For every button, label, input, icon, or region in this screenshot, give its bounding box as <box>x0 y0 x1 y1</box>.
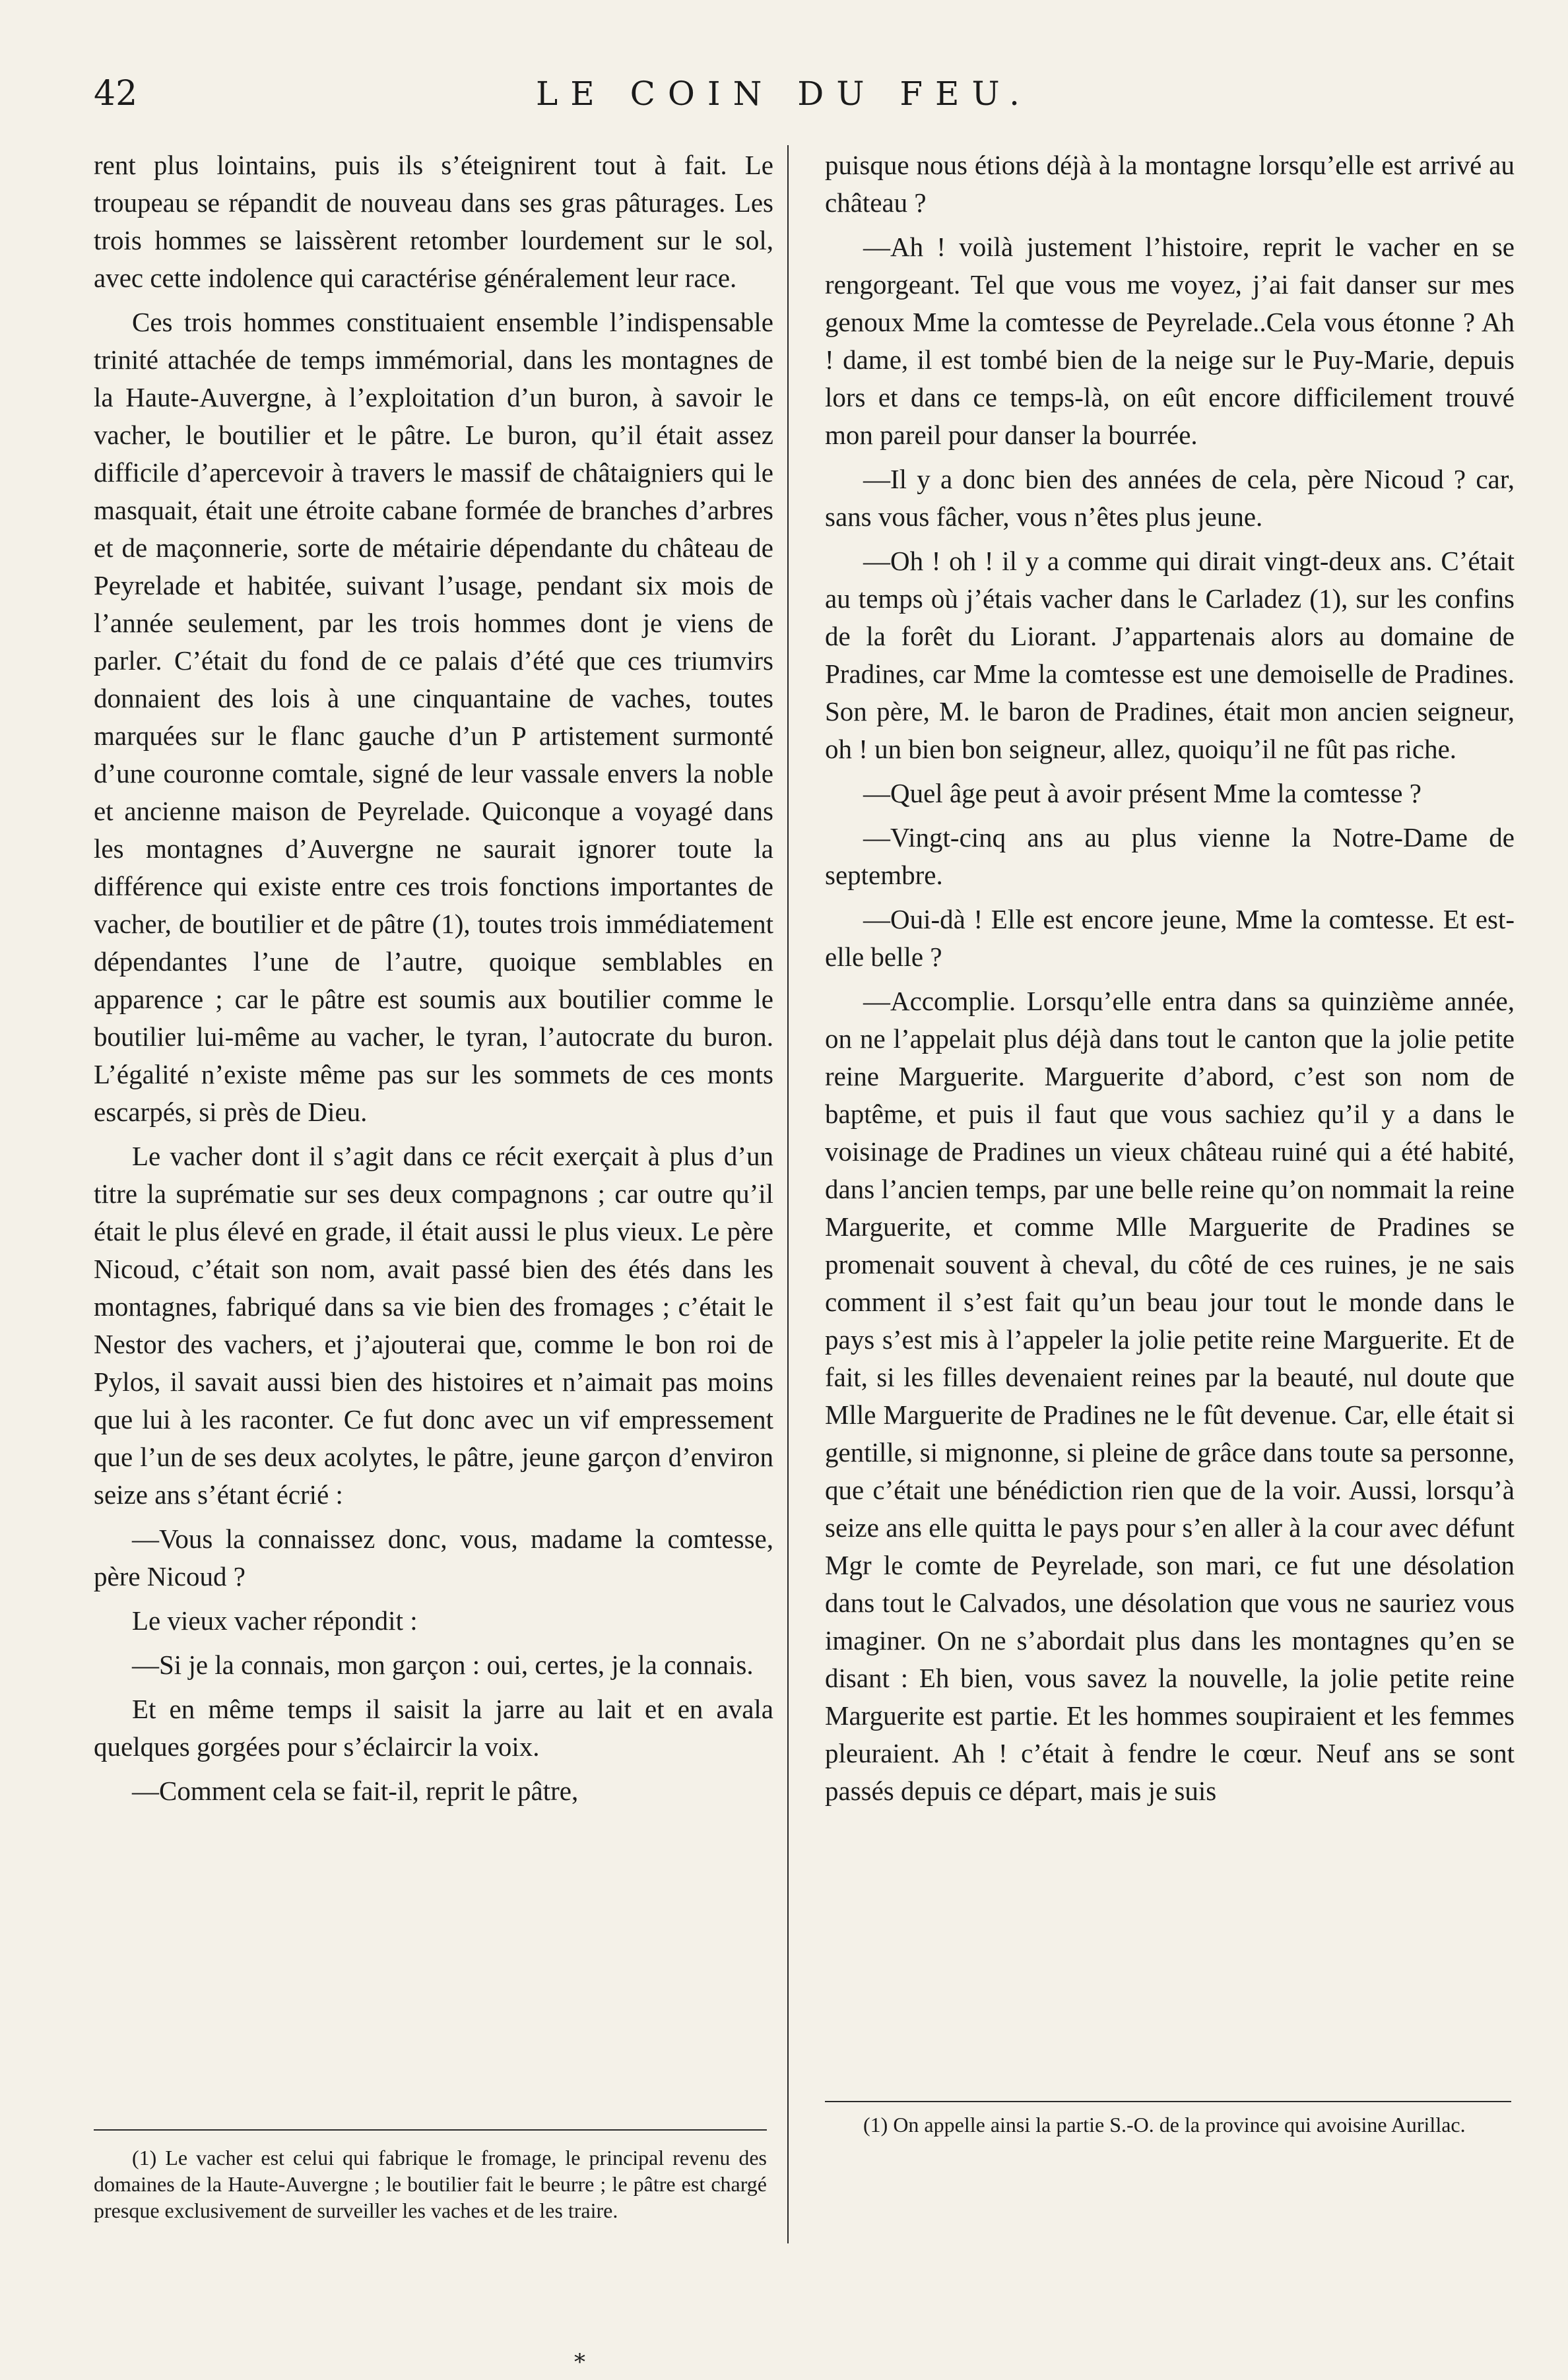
right-column <box>825 146 1515 1810</box>
footnote-rule <box>825 2101 1511 2102</box>
page-mark: * <box>574 2349 585 2375</box>
paragraph: Le vacher dont il s’agit dans ce récit exerçait à plus d’un titre la suprématie sur ses deux compagnons ; car outre qu’il était le plus élevé en grade, il était aussi le plus vieux. Le père Nicoud, c’était son nom, avait passé bien des étés dans les montagnes, fabriqué dans sa vie bien des fromages ; c’était le Nestor des vachers, et j’ajouterai que, comme le bon roi de Pylos, il savait aussi bien des histoires et n’aimait pas moins que lui à les raconter. Ce fut donc avec un vif empressement que l’un de ses deux acolytes, le pâtre, jeune garçon d’environ seize ans s’étant écrié : <box>94 1141 773 1510</box>
paragraph: puisque nous étions déjà à la montagne lorsqu’elle est arrivé au château ? <box>825 150 1515 218</box>
paragraph: —Accomplie. Lorsqu’elle entra dans sa quinzième année, on ne l’appelait plus déjà dans tout le canton que la jolie petite reine Marguerite. Marguerite d’abord, c’est son nom de baptême, et puis il faut que vous sachiez qu’il y a dans le voisinage de Pradines un vieux château ruiné qui a été habité, dans l’ancien temps, par une belle reine qu’on nommait la reine Marguerite, et comme Mlle Marguerite de Pradines se promenait souvent à cheval, du côté de ces ruines, je ne sais comment il s’est fait qu’un beau jour tout le monde dans le pays s’est mis à l’appeler la jolie petite reine Marguerite. Et de fait, si les filles devenaient reines par la beauté, nul doute que Mlle Marguerite de Pradines ne le fût devenue. Car, elle était si gentille, si mignonne, si pleine de grâce dans toute sa personne, que c’était une bénédiction rien que de la voir. Aussi, lorsqu’à seize ans elle quitta le pays pour s’en aller à la cour avec défunt Mgr le comte de Peyrelade, son mari, ce fut une désolation dans tout le Calvados, une désolation que vous ne sauriez vous imaginer. On ne s’abordait plus dans les montagnes qu’en se disant : Eh bien, vous savez la nouvelle, la jolie petite reine Marguerite est partie. Et les hommes soupiraient et les femmes pleuraient. Ah ! c’était à fendre le cœur. Neuf ans se sont passés depuis ce départ, mais je suis <box>825 986 1515 1806</box>
left-column <box>94 146 773 1810</box>
paragraph: —Quel âge peut à avoir présent Mme la comtesse ? <box>863 778 1421 808</box>
paragraph: —Il y a donc bien des années de cela, père Nicoud ? car, sans vous fâcher, vous n’êtes plus jeune. <box>825 464 1515 532</box>
paragraph: —Ah ! voilà justement l’histoire, reprit le vacher en se rengorgeant. Tel que vous me voyez, j’ai fait danser sur mes genoux Mme la comtesse de Peyrelade..Cela vous étonne ? Ah ! dame, il est tombé bien de la neige sur le Puy-Marie, depuis lors et dans ce temps-là, on eût encore difficilement trouvé mon pareil pour danser la bourrée. <box>825 232 1515 450</box>
paragraph: —Comment cela se fait-il, reprit le pâtre, <box>132 1776 579 1806</box>
paragraph: —Si je la connais, mon garçon : oui, certes, je la connais. <box>132 1650 754 1680</box>
paragraph: —Vous la connaissez donc, vous, madame la comtesse, père Nicoud ? <box>94 1524 773 1592</box>
paragraph: —Oh ! oh ! il y a comme qui dirait vingt-deux ans. C’était au temps où j’étais vacher dans le Carladez (1), sur les confins de la forêt du Liorant. J’appartenais alors au domaine de Pradines, car Mme la comtesse est une demoiselle de Pradines. Son père, M. le baron de Pradines, était mon ancien seigneur, oh ! un bien bon seigneur, allez, quoiqu’il ne fût pas riche. <box>825 546 1515 764</box>
paragraph: Le vieux vacher répondit : <box>132 1605 418 1636</box>
running-title: LE COIN DU FEU. <box>536 75 1032 113</box>
footnote-left: (1) Le vacher est celui qui fabrique le fromage, le principal revenu des domaines de la Haute-Auvergne ; le boutilier fait le beurre ; le pâtre est chargé presque exclusivement de surveiller les vaches et de les traire. <box>94 2146 767 2222</box>
paragraph: —Oui-dà ! Elle est encore jeune, Mme la comtesse. Et est-elle belle ? <box>825 904 1515 972</box>
column-divider <box>787 145 789 2243</box>
paragraph: rent plus lointains, puis ils s’éteignirent tout à fait. Le troupeau se répandit de nouveau dans ses gras pâturages. Les trois hommes se laissèrent retomber lourdement sur le sol, avec cette indolence qui caractérise généralement leur race. <box>94 150 773 293</box>
page-header <box>0 67 1568 120</box>
paragraph: Ces trois hommes constituaient ensemble l’indispensable trinité attachée de temps immémorial, dans les montagnes de la Haute-Auvergne, à l’exploitation d’un buron, à savoir le vacher, le boutilier et le pâtre. Le buron, qu’il était assez difficile d’apercevoir à travers le massif de châtaigniers qui le masquait, était une étroite cabane formée de branches d’arbres et de maçonnerie, sorte de métairie dépendante du château de Peyrelade et habitée, suivant l’usage, pendant six mois de l’année seulement, par les trois hommes dont je viens de parler. C’était du fond de ce palais d’été que ces triumvirs donnaient des lois à une cinquantaine de vaches, toutes marquées sur le flanc gauche d’un P artistement surmonté d’une couronne comtale, signé de leur vassale envers la noble et ancienne maison de Peyrelade. Quiconque a voyagé dans les montagnes d’Auvergne ne saurait ignorer toute la différence qui existe entre ces trois fonctions importantes de vacher, de boutilier et de pâtre (1), toutes trois immédiatement dépendantes l’une de l’autre, quoique semblables en apparence ; car le pâtre est soumis aux boutilier comme le boutilier lui-même au vacher, le tyran, l’autocrate du buron. L’égalité n’existe même pas sur les sommets de ces monts escarpés, si près de Dieu. <box>94 307 773 1127</box>
page-number: 42 <box>94 74 138 113</box>
footnote-right: (1) On appelle ainsi la partie S.-O. de la province qui avoisine Aurillac. <box>863 2113 1466 2137</box>
footnote-rule <box>94 2129 767 2131</box>
paragraph: Et en même temps il saisit la jarre au lait et en avala quelques gorgées pour s’éclaircir la voix. <box>94 1694 773 1762</box>
paragraph: —Vingt-cinq ans au plus vienne la Notre-Dame de septembre. <box>825 822 1515 890</box>
